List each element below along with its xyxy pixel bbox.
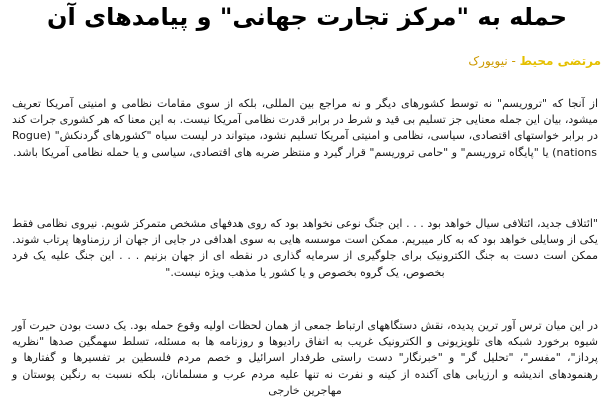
- article-title: حمله به "مرکز تجارت جهانی" و پیامدهای آن: [47, 3, 567, 31]
- author-name: مرتضی محیط: [519, 54, 601, 68]
- article-paragraph-3: در این میان ترس آور ترین پدیده، نقش دستگاههای ارتباط جمعی از همان لحظات اولیه وقوع حمله بود. یک دست بودن حیرت آور شیوه برخورد شبکه های تلویزیونی و الکترونیک غریب به اتفاق رادیوها و روزنامه ها به مسئله، تسلط سهمگین صدها "نظریه پرداز"، "مفسر"، "تحلیل گر" و "خبرنگار" دست راستی طرفدار اسرائیل و خصم مردم فلسطین بر تفسیرها و گفتارها و رهنمودهای اندیشه و ارزیابی های آکنده از کینه و نفرت نه تنها علیه مردم عرب و مسلمانان، بلکه نسبت به رنگین پوستان و مهاجرین خارجی: [12, 319, 598, 397]
- author-byline: [468, 53, 601, 69]
- article-paragraph-2: "ائتلاف جدید، ائتلافی سیال خواهد بود . . . این جنگ نوعی نخواهد بود که روی هدفهای مشخص متمرکز شویم. نیروی نظامی فقط یکی از وسایلی خواهد بود که به کار میبریم. ممکن است موسسه هایی به سوی اهدافی در جایی از جهان از رزمناوها پرتاب شوند. ممکن است دست به جنگ الکترونیک برای جلوگیری از سرمایه گذاری در نقطه ای از جهان بزنیم . . . این جنگ علیه یک فرد بخصوص، یک گروه بخصوص و یا کشور یا مذهب ویژه نیست.": [12, 217, 598, 279]
- article-paragraph-1: از آنجا که "تروریسم" نه توسط کشورهای دیگر و نه مراجع بین المللی، بلکه از سوی مقامات نظامی و امنیتی آمریکا تعریف میشود، بیان این جمله معنایی جز تسلیم بی قید و شرط در برابر قدرت نظامی آمریکا نیست. به این معنا که هر کشوری جرات کند در برابر خواستهای اقتصادی، سیاسی، نظامی و امنیتی آمریکا تسلیم نشود، میتواند در لیست سیاه "کشورهای گردنکش" (Rogue nations) یا "پایگاه تروریسم" و "حامی تروریسم" قرار گیرد و منتظر ضربه های اقتصادی، سیاسی و یا حمله نظامی آمریکا باشد.: [12, 97, 598, 159]
- author-city: - نیویورک: [468, 54, 520, 68]
